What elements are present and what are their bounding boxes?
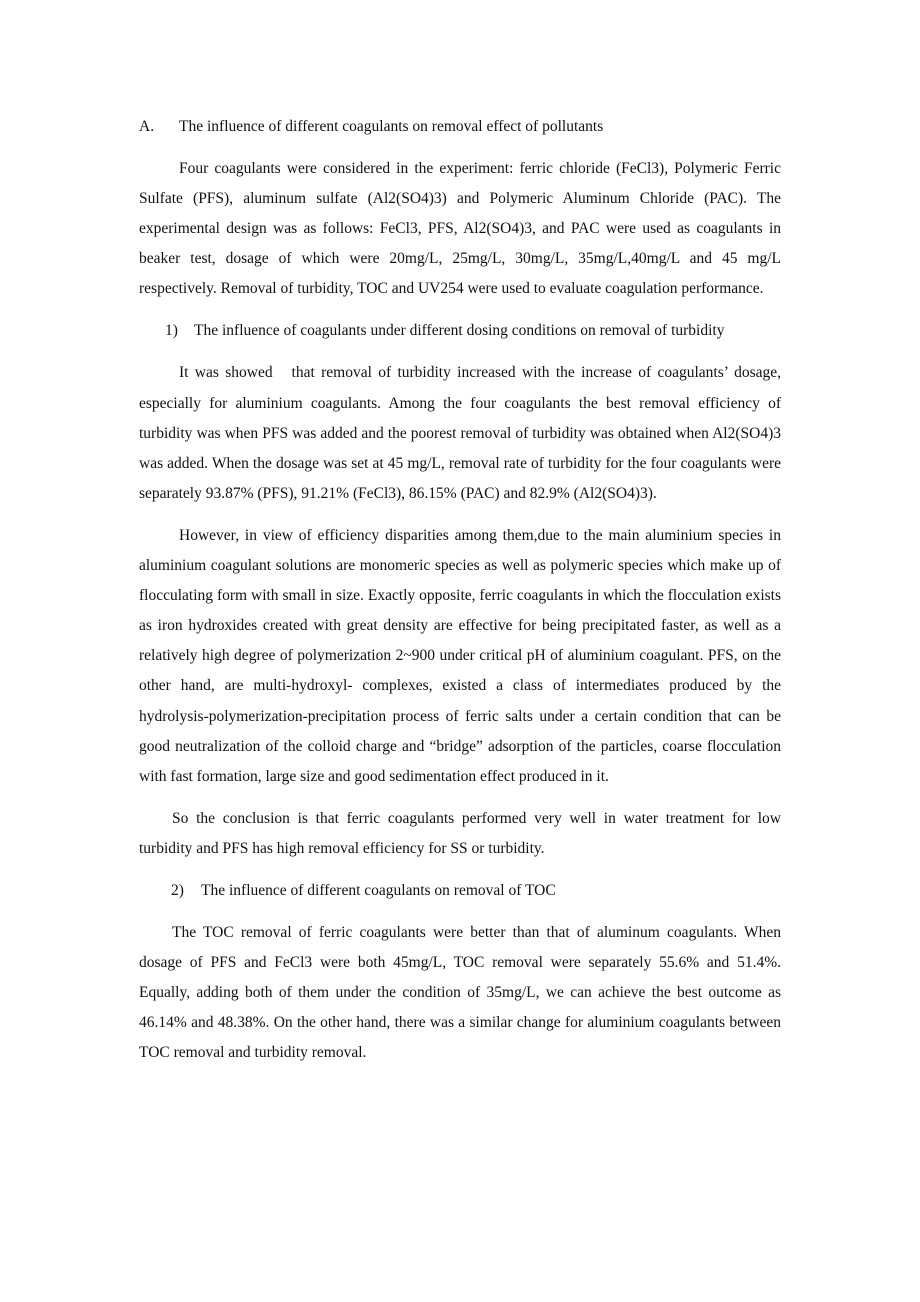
subsection-1-paragraph-3: So the conclusion is that ferric coagulants performed very well in water treatment for low turbidity and PFS has high removal efficiency for SS or turbidity. xyxy=(139,809,781,857)
section-a-intro-paragraph: Four coagulants were considered in the experiment: ferric chloride (FeCl3), Polymeric Ferric Sulfate (PFS), aluminum sulfate (Al2(SO4)3) and Polymeric Aluminum Chloride (PAC). The experimental design was as follows: FeCl3, PFS, Al2(SO4)3, and PAC were used as coagulants in beaker test, dosage of which were 20mg/L, 25mg/L, 30mg/L, 35mg/L,40mg/L and 45 mg/L respectively. Removal of turbidity, TOC and UV254 were used to evaluate coagulation performance. xyxy=(139,160,781,298)
section-a-title: The influence of different coagulants on removal effect of pollutants xyxy=(179,118,604,135)
subsection-2-paragraph-1: The TOC removal of ferric coagulants were better than that of aluminum coagulants. When dosage of PFS and FeCl3 were both 45mg/L, TOC removal were separately 55.6% and 51.4%. Equally, adding both of them under the condition of 35mg/L, we can achieve the best outcome as 46.14% and 48.38%. On the other hand, there was a similar change for aluminium coagulants between TOC removal and turbidity removal. xyxy=(139,923,781,1062)
subsection-2-heading xyxy=(139,876,781,906)
document-page xyxy=(139,112,785,1080)
subsection-1-number: 1) xyxy=(165,322,178,340)
subsection-1-paragraph-2: However, in view of efficiency disparities among them,due to the main aluminium species in aluminium coagulant solutions are monomeric species as well as polymeric species which make up of flocculating form with small in size. Exactly opposite, ferric coagulants in which the flocculation exists as iron hydroxides created with great density are effective for being precipitated faster, as well as a relatively high degree of polymerization 2~900 under critical pH of aluminium coagulant. PFS, on the other hand, are multi-hydroxyl- complexes, existed a class of intermediates produced by the hydrolysis-polymerization-precipitation process of ferric salts under a certain condition that can be good neutralization of the colloid charge and “bridge” adsorption of the particles, coarse flocculation with fast formation, large size and good sedimentation effect produced in it. xyxy=(139,526,781,785)
subsection-2-title: The influence of different coagulants on removal of TOC xyxy=(201,881,556,899)
subsection-1-title: The influence of coagulants under different dosing conditions on removal of turbidity xyxy=(194,322,725,340)
section-a-heading xyxy=(139,112,781,142)
section-a-number: A. xyxy=(139,118,155,135)
subsection-2-number: 2) xyxy=(171,881,184,899)
subsection-1-heading xyxy=(139,316,781,346)
subsection-1-paragraph-1: It was showed that removal of turbidity increased with the increase of coagulants’ dosage, especially for aluminium coagulants. Among the four coagulants the best removal efficiency of turbidity was when PFS was added and the poorest removal of turbidity was obtained when Al2(SO4)3 was added. When the dosage was set at 45 mg/L, removal rate of turbidity for the four coagulants were separately 93.87% (PFS), 91.21% (FeCl3), 86.15% (PAC) and 82.9% (Al2(SO4)3). xyxy=(139,364,785,502)
